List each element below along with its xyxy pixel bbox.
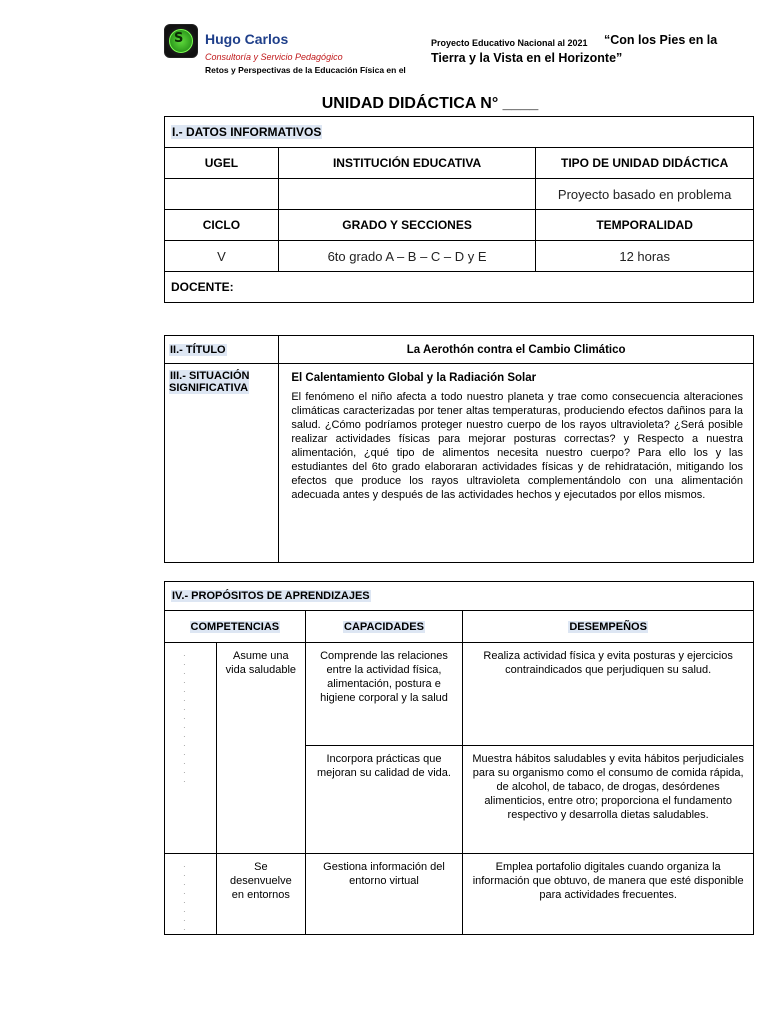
capacidad-1: Comprende las relaciones entre la actividad física, alimentación, postura e higiene corporal y la salud [305, 643, 463, 746]
titulo-situacion-table [164, 335, 754, 563]
competencia-1: Asume una vida saludable [217, 643, 306, 854]
propositos-section-label: IV.- PROPÓSITOS DE APRENDIZAJES [165, 582, 754, 611]
value-grado: 6to grado A – B – C – D y E [278, 241, 536, 272]
capacidad-2: Incorpora prácticas que mejoran su calidad de vida. [305, 746, 463, 854]
project-label: Proyecto Educativo Nacional al 2021 [431, 38, 588, 48]
value-temporalidad: 12 horas [536, 241, 754, 272]
datos-section-label: I.- DATOS INFORMATIVOS [165, 117, 754, 148]
brand-tagline: Retos y Perspectivas de la Educación Física en el [205, 65, 406, 75]
situacion-label: III.- SITUACIÓN SIGNIFICATIVA [165, 364, 279, 563]
value-tipo-unidad: Proyecto basado en problema [536, 179, 754, 210]
project-quote-line2: Tierra y la Vista en el Horizonte” [431, 51, 623, 65]
header-tipo-unidad: TIPO DE UNIDAD DIDÁCTICA [536, 148, 754, 179]
header-desempenos: DESEMPEÑOS [463, 611, 754, 643]
desempeno-3: Emplea portafolio digitales cuando organiza la información que obtuvo, de manera que esté disponible para actividades frecuentes. [463, 854, 754, 935]
competencia-2: Se desenvuelve en entornos [217, 854, 306, 935]
titulo-value: La Aerothón contra el Cambio Climático [279, 336, 754, 364]
capacidad-3: Gestiona información del entorno virtual [305, 854, 463, 935]
value-ugel [165, 179, 279, 210]
propositos-table [164, 581, 754, 935]
situacion-body: El fenómeno el niño afecta a todo nuestro planeta y trae como consecuencia alteraciones climáticas caracterizadas por tener altas temperaturas, produciendo efectos dañinos para la salud. ¿Cómo podríamos proteger nuestro cuerpo de los rayos ultravioleta? ¿Será posible realizar actividades físicas para mejorar posturas correctas? y Respecto a nuestra alimentación, ¿qué tipo de alimentos necesita nuestro cuerpo? Para ello los y las estudiantes del 6to grado elaboraran actividades físicas y de rehidratación, mitigando los efectos que produce los rayos ultravioleta complementándolo con una alimentación adecuada antes y después de las actividades hechos y ejecutados por ellos mismos. [291, 391, 743, 501]
titulo-label: II.- TÍTULO [165, 336, 279, 364]
header-capacidades: CAPACIDADES [305, 611, 463, 643]
value-ciclo: V [165, 241, 279, 272]
header-grado: GRADO Y SECCIONES [278, 210, 536, 241]
bullet-dots: · · · · · · · · [165, 854, 217, 935]
header-ugel: UGEL [165, 148, 279, 179]
logo-icon: S [164, 24, 198, 58]
situacion-heading: El Calentamiento Global y la Radiación Solar [291, 372, 537, 384]
header-ciclo: CICLO [165, 210, 279, 241]
desempeno-2: Muestra hábitos saludables y evita hábitos perjudiciales para su organismo como el consumo de comida rápida, de alcohol, de tabaco, de drogas, desórdenes alimenticios, entre otro; proporciona el fundamento respectivo y desarrolla dietas saludables. [463, 746, 754, 854]
brand-name: Hugo Carlos [205, 31, 289, 47]
brand-subtitle: Consultoría y Servicio Pedagógico [205, 52, 343, 62]
header-competencias: COMPETENCIAS [165, 611, 306, 643]
situacion-cell [279, 364, 754, 563]
header-institucion: INSTITUCIÓN EDUCATIVA [278, 148, 536, 179]
project-quote-line1: “Con los Pies en la [604, 33, 718, 47]
docente-label: DOCENTE: [165, 272, 754, 303]
desempeno-1: Realiza actividad física y evita posturas y ejercicios contraindicados que perjudiquen su salud. [463, 643, 754, 746]
value-institucion [278, 179, 536, 210]
bullet-dots: · · · · · · · · · · · · · · · [165, 643, 217, 854]
datos-informativos-table [164, 116, 754, 303]
header-temporalidad: TEMPORALIDAD [536, 210, 754, 241]
document-title: UNIDAD DIDÁCTICA N° ____ [321, 95, 539, 112]
